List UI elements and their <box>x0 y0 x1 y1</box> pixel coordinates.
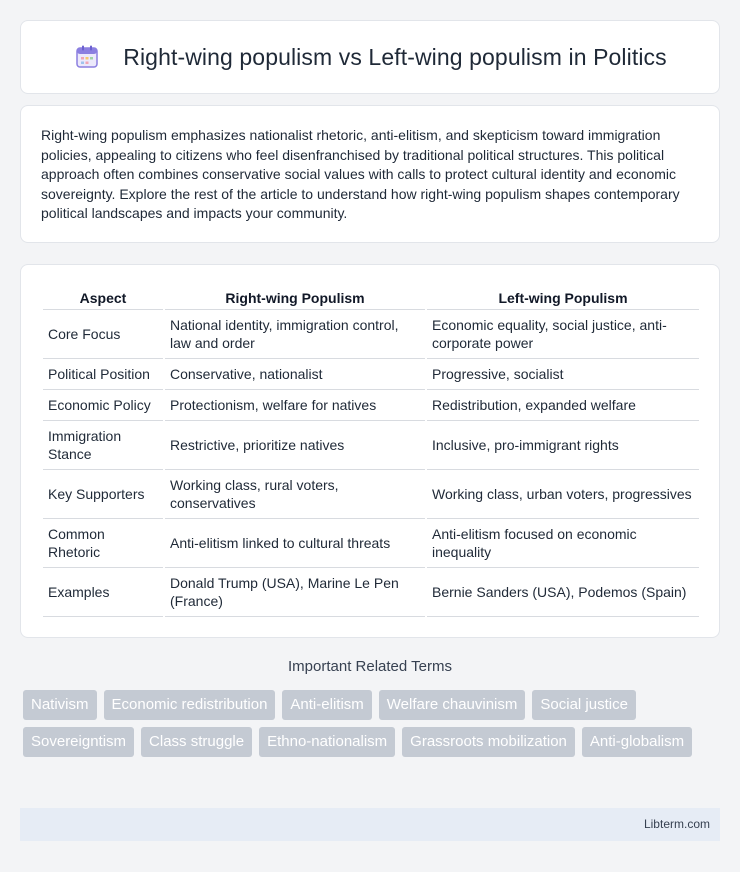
cell-aspect: Examples <box>43 567 164 616</box>
related-terms-title: Important Related Terms <box>288 658 452 675</box>
cell-aspect: Key Supporters <box>43 469 164 518</box>
footer <box>20 808 720 841</box>
tag-ethno-nationalism[interactable]: Ethno-nationalism <box>259 727 395 757</box>
table-row <box>43 420 699 469</box>
table-row <box>43 309 699 358</box>
table-header-row <box>43 285 699 309</box>
tag-anti-elitism[interactable]: Anti-elitism <box>282 690 371 720</box>
cell-left: Anti-elitism focused on economic inequality <box>426 518 699 567</box>
cell-right: Working class, rural voters, conservatives <box>164 469 426 518</box>
tag-sovereigntism[interactable]: Sovereigntism <box>23 727 134 757</box>
intro-text: Right-wing populism emphasizes nationalist rhetoric, anti-elitism, and skepticism toward immigration policies, appealing to citizens who feel disenfranchised by traditional political structures. This political approach often combines conservative social values with calls to protect cultural identity and economic sovereignty. Explore the rest of the article to understand how right-wing populism shapes contemporary political landscapes and impacts your community. <box>41 127 680 222</box>
cell-aspect: Common Rhetoric <box>43 518 164 567</box>
tag-welfare-chauvinism[interactable]: Welfare chauvinism <box>379 690 526 720</box>
comparison-table <box>43 285 699 617</box>
cell-right: Conservative, nationalist <box>164 358 426 389</box>
cell-left: Bernie Sanders (USA), Podemos (Spain) <box>426 567 699 616</box>
related-terms-list <box>23 690 723 757</box>
header-right-wing: Right-wing Populism <box>164 285 426 309</box>
cell-right: Donald Trump (USA), Marine Le Pen (France) <box>164 567 426 616</box>
cell-aspect: Core Focus <box>43 309 164 358</box>
cell-left: Working class, urban voters, progressives <box>426 469 699 518</box>
table-row <box>43 518 699 567</box>
footer-site-link[interactable]: Libterm.com <box>643 817 710 831</box>
tag-economic-redistribution[interactable]: Economic redistribution <box>104 690 276 720</box>
page-title: Right-wing populism vs Left-wing populism in Politics <box>123 43 667 70</box>
cell-aspect: Economic Policy <box>43 389 164 420</box>
tag-grassroots-mobilization[interactable]: Grassroots mobilization <box>402 727 575 757</box>
cell-left: Inclusive, pro-immigrant rights <box>426 420 699 469</box>
cell-left: Redistribution, expanded welfare <box>426 389 699 420</box>
tag-social-justice[interactable]: Social justice <box>532 690 636 720</box>
intro-card <box>20 105 720 243</box>
header-left-wing: Left-wing Populism <box>426 285 699 309</box>
table-row <box>43 469 699 518</box>
table-row <box>43 567 699 616</box>
cell-left: Economic equality, social justice, anti-corporate power <box>426 309 699 358</box>
cell-aspect: Political Position <box>43 358 164 389</box>
cell-aspect: Immigration Stance <box>43 420 164 469</box>
cell-left: Progressive, socialist <box>426 358 699 389</box>
header-aspect: Aspect <box>43 285 164 309</box>
tag-nativism[interactable]: Nativism <box>23 690 97 720</box>
table-row <box>43 389 699 420</box>
title-card <box>20 20 720 94</box>
table-row <box>43 358 699 389</box>
cell-right: Anti-elitism linked to cultural threats <box>164 518 426 567</box>
cell-right: National identity, immigration control, law and order <box>164 309 426 358</box>
calendar-icon <box>73 43 101 71</box>
cell-right: Protectionism, welfare for natives <box>164 389 426 420</box>
cell-right: Restrictive, prioritize natives <box>164 420 426 469</box>
tag-class-struggle[interactable]: Class struggle <box>141 727 252 757</box>
tag-anti-globalism[interactable]: Anti-globalism <box>582 727 692 757</box>
comparison-card <box>20 264 720 638</box>
